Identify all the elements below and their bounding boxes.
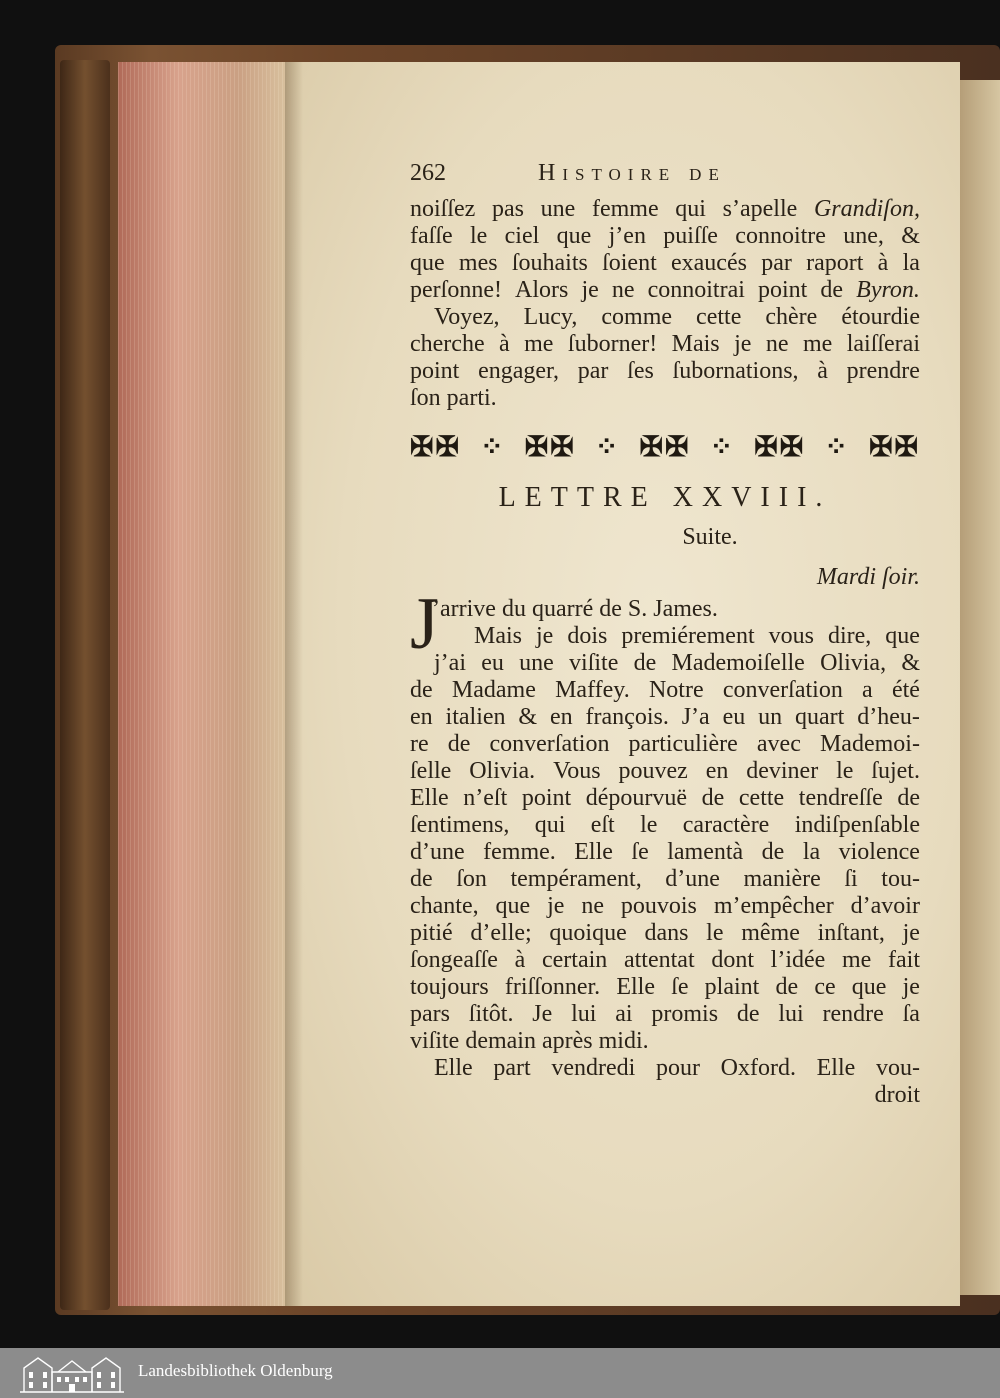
word: de — [701, 785, 725, 811]
word: pouvois — [620, 893, 697, 919]
word: ſe — [671, 974, 689, 1000]
text-line — [410, 196, 920, 223]
word: eu — [481, 650, 504, 676]
running-title: Histoire de — [538, 160, 726, 186]
ornament-glyph: ⁘ — [594, 432, 621, 463]
word: comme — [601, 304, 673, 330]
word: viſite — [569, 650, 619, 676]
word: un — [758, 704, 783, 730]
word: que — [410, 250, 445, 276]
word: laiſſerai — [846, 331, 920, 357]
word: attentat — [623, 947, 695, 973]
word: mes — [458, 250, 498, 276]
word: pitié — [410, 920, 453, 946]
text-line — [410, 974, 920, 1001]
word: femme. — [483, 839, 556, 865]
word: violence — [838, 839, 920, 865]
word: une — [519, 650, 554, 676]
word: ſouhaits — [511, 250, 588, 276]
ornament-glyph: ✠✠ — [754, 432, 806, 463]
word: à — [499, 331, 510, 357]
word: fait — [888, 947, 920, 973]
word: deviner — [746, 758, 819, 784]
word: chante, — [410, 893, 479, 919]
word: italien — [445, 704, 506, 730]
word: & — [901, 223, 920, 249]
word: françois. — [585, 704, 669, 730]
word: lui — [778, 1001, 804, 1027]
word: je — [581, 277, 599, 303]
word: n’eſt — [463, 785, 508, 811]
word: lamentà — [667, 839, 744, 865]
word: avec — [756, 731, 801, 757]
word: ſentimens, — [410, 812, 510, 838]
text-line — [410, 304, 920, 331]
text-line — [410, 947, 920, 974]
word: ſon parti. — [410, 385, 497, 411]
word: vendredi — [551, 1055, 636, 1081]
book-spine — [60, 60, 110, 1310]
word: re — [410, 731, 429, 757]
ornament-glyph: ✠✠ — [639, 432, 691, 463]
word: tendreſſe — [798, 785, 883, 811]
letter-heading: LETTRE XXVIII. — [498, 482, 832, 513]
word: engager, — [478, 358, 560, 384]
word: ai — [615, 1001, 633, 1027]
word: Elle — [616, 974, 655, 1000]
word: j’en — [608, 223, 646, 249]
word: friſſonner. — [504, 974, 601, 1000]
text-line — [410, 596, 920, 623]
word: le — [469, 223, 488, 249]
dateline: Mardi ſoir. — [816, 564, 920, 590]
text-line — [410, 223, 920, 250]
text-line — [410, 331, 920, 358]
word: la — [802, 839, 821, 865]
text-line — [410, 893, 920, 920]
word: point — [410, 358, 460, 384]
drop-cap: J — [410, 583, 439, 665]
word: été — [891, 677, 920, 703]
paragraph-voyez — [410, 304, 920, 412]
word: lui — [571, 1001, 597, 1027]
text-line — [410, 358, 920, 385]
word: indiſpenſable — [794, 812, 920, 838]
word: de — [633, 650, 657, 676]
word: me — [524, 331, 554, 357]
word: premiérement — [621, 623, 755, 649]
word: quoique — [549, 920, 627, 946]
catchword: droit — [874, 1082, 920, 1108]
word: caractère — [682, 812, 770, 838]
word: je — [902, 974, 920, 1000]
word: ne — [765, 331, 789, 357]
word: faſſe — [410, 223, 453, 249]
library-name: Landesbibliothek Oldenburg — [138, 1361, 333, 1380]
word: eſt — [590, 812, 615, 838]
word: pas — [491, 196, 524, 222]
word: connoitre — [735, 223, 826, 249]
text-line — [410, 758, 920, 785]
ornament-glyph: ✠✠ — [410, 432, 461, 463]
word: connoitrai — [647, 277, 745, 303]
word: de — [820, 277, 844, 303]
word: noiſſez — [410, 196, 476, 222]
word: ce — [814, 974, 836, 1000]
word: ciel — [504, 223, 540, 249]
word: ’arrive du quarré de S. James. — [432, 596, 718, 622]
word: ſes — [627, 358, 654, 384]
word: & — [518, 704, 538, 730]
word: en — [410, 704, 433, 730]
word: Alors — [515, 277, 569, 303]
word: rendre — [822, 1001, 884, 1027]
word: je — [902, 920, 920, 946]
word: de — [736, 1001, 760, 1027]
word: en — [705, 758, 729, 784]
page-header — [410, 160, 920, 196]
word: pour — [655, 1055, 700, 1081]
word: vou- — [875, 1055, 920, 1081]
word: inſtant, — [817, 920, 885, 946]
letter-subtitle: Suite. — [682, 524, 738, 550]
word: Notre — [648, 677, 704, 703]
word: pars — [410, 1001, 450, 1027]
word: Mademoi- — [819, 731, 920, 757]
word: Lucy, — [523, 304, 578, 330]
word: Mais — [671, 331, 720, 357]
word: étourdie — [841, 304, 920, 330]
word: a — [862, 677, 873, 703]
word: vous — [768, 623, 814, 649]
word: exaucés — [670, 250, 747, 276]
word: je — [547, 893, 565, 919]
ornament-glyph: ⁘ — [480, 432, 506, 463]
page-number: 262 — [410, 160, 446, 186]
text-line — [410, 1001, 920, 1028]
text-line — [410, 812, 920, 839]
word: tou- — [881, 866, 920, 892]
word: puiſſe — [663, 223, 718, 249]
word: ſe — [631, 839, 649, 865]
word: part — [493, 1055, 531, 1081]
word: par — [577, 358, 609, 384]
word: d’elle; — [470, 920, 532, 946]
word: toujours — [410, 974, 489, 1000]
word: viſite demain après midi. — [410, 1028, 649, 1054]
word: même — [741, 920, 800, 946]
word: tempérament, — [510, 866, 642, 892]
word: J’a — [681, 704, 710, 730]
word: eu — [722, 704, 746, 730]
word: plaint — [704, 974, 760, 1000]
word: perſonne! — [410, 277, 502, 303]
word: ſa — [902, 1001, 920, 1027]
word: prendre — [846, 358, 920, 384]
word: ne — [581, 893, 604, 919]
word: je — [536, 623, 554, 649]
text-line — [410, 866, 920, 893]
word: dans — [644, 920, 689, 946]
word: ſongeaſſe — [410, 947, 498, 973]
word: l’idée — [770, 947, 826, 973]
word: de — [775, 974, 799, 1000]
word: que — [556, 223, 592, 249]
word: dont — [711, 947, 754, 973]
word: que — [851, 974, 887, 1000]
word: promis — [651, 1001, 719, 1027]
facing-page-edge — [960, 80, 1000, 1295]
ornament-glyph: ✠✠ — [524, 432, 576, 463]
word: dépourvuë — [585, 785, 688, 811]
word: j’ai — [434, 650, 466, 676]
word: ne — [611, 277, 635, 303]
word: à — [514, 947, 526, 973]
page-edges — [118, 62, 290, 1306]
text-line — [410, 704, 920, 731]
word: m’empêcher — [713, 893, 834, 919]
word: une — [540, 196, 576, 222]
word: Olivia, — [820, 650, 887, 676]
word: en — [549, 704, 573, 730]
word: de — [410, 677, 433, 703]
word: à — [817, 358, 828, 384]
word: Elle — [410, 785, 449, 811]
word: Mais — [474, 623, 522, 649]
word: converſation — [489, 731, 610, 757]
word: Oxford. — [720, 1055, 796, 1081]
word: cette — [696, 304, 742, 330]
word: Vous — [553, 758, 601, 784]
word: d’heu- — [857, 704, 920, 730]
text-line — [410, 731, 920, 758]
text-line — [410, 250, 920, 277]
word: de — [761, 839, 785, 865]
word: Je — [532, 1001, 553, 1027]
word: certain — [542, 947, 608, 973]
word: ſitôt. — [468, 1001, 514, 1027]
library-building-icon — [18, 1352, 126, 1394]
word: particulière — [628, 731, 738, 757]
word: cette — [738, 785, 785, 811]
page-text — [410, 160, 920, 1109]
word: une, — [843, 223, 884, 249]
text-line — [410, 677, 920, 704]
word: ſuborner! — [567, 331, 658, 357]
word: ſubornations, — [672, 358, 799, 384]
word: d’avoir — [850, 893, 920, 919]
word: le — [836, 758, 854, 784]
word: ſoient — [602, 250, 657, 276]
word: Elle — [574, 839, 613, 865]
word: s’apelle — [722, 196, 798, 222]
word: par — [761, 250, 792, 276]
word: ſon — [456, 866, 487, 892]
text-line — [410, 920, 920, 947]
word: me — [802, 331, 833, 357]
word: Madame — [451, 677, 536, 703]
word: Elle — [434, 1055, 473, 1081]
word: de — [410, 866, 433, 892]
body-lines — [410, 583, 920, 1082]
word: femme — [591, 196, 659, 222]
word: Grandiſon, — [813, 196, 920, 222]
word: ſi — [844, 866, 858, 892]
word: dois — [567, 623, 608, 649]
word: qui — [534, 812, 566, 838]
word: cherche — [410, 331, 485, 357]
text-line — [410, 623, 920, 650]
ornament-divider — [410, 430, 920, 464]
library-footer — [0, 1348, 1000, 1398]
paragraph-continued — [410, 196, 920, 304]
word: chère — [765, 304, 818, 330]
word: la — [902, 250, 920, 276]
word: Maffey. — [555, 677, 630, 703]
text-line — [410, 1028, 920, 1055]
word: raport — [806, 250, 864, 276]
word: que — [495, 893, 531, 919]
word: Voyez, — [434, 304, 500, 330]
word: manière — [743, 866, 821, 892]
word: pouvez — [618, 758, 688, 784]
word: à — [877, 250, 889, 276]
ornament-glyph: ⁘ — [824, 432, 850, 463]
word: quart — [795, 704, 845, 730]
word: point — [521, 785, 572, 811]
text-line — [410, 1055, 920, 1082]
word: le — [640, 812, 658, 838]
word: d’une — [665, 866, 720, 892]
text-line — [410, 785, 920, 812]
word: Mademoiſelle — [671, 650, 805, 676]
text-line — [410, 650, 920, 677]
word: de — [897, 785, 920, 811]
word: Byron. — [856, 277, 920, 303]
word: de — [447, 731, 471, 757]
word: d’une — [410, 839, 465, 865]
word: dire, — [827, 623, 872, 649]
text-line — [410, 385, 920, 412]
word: converſation — [722, 677, 843, 703]
word: ſujet. — [871, 758, 920, 784]
letter-body — [410, 583, 920, 1082]
word: me — [842, 947, 872, 973]
word: le — [706, 920, 724, 946]
word: ſelle — [410, 758, 452, 784]
text-line — [410, 277, 920, 304]
ornament-glyph: ⁘ — [709, 432, 736, 463]
word: & — [901, 650, 920, 676]
word: Elle — [816, 1055, 856, 1081]
word: point — [758, 277, 808, 303]
word: Olivia. — [469, 758, 536, 784]
word: que — [885, 623, 920, 649]
ornament-glyph: ✠✠ — [869, 432, 920, 463]
text-line — [410, 839, 920, 866]
word: je — [734, 331, 752, 357]
word: qui — [675, 196, 706, 222]
